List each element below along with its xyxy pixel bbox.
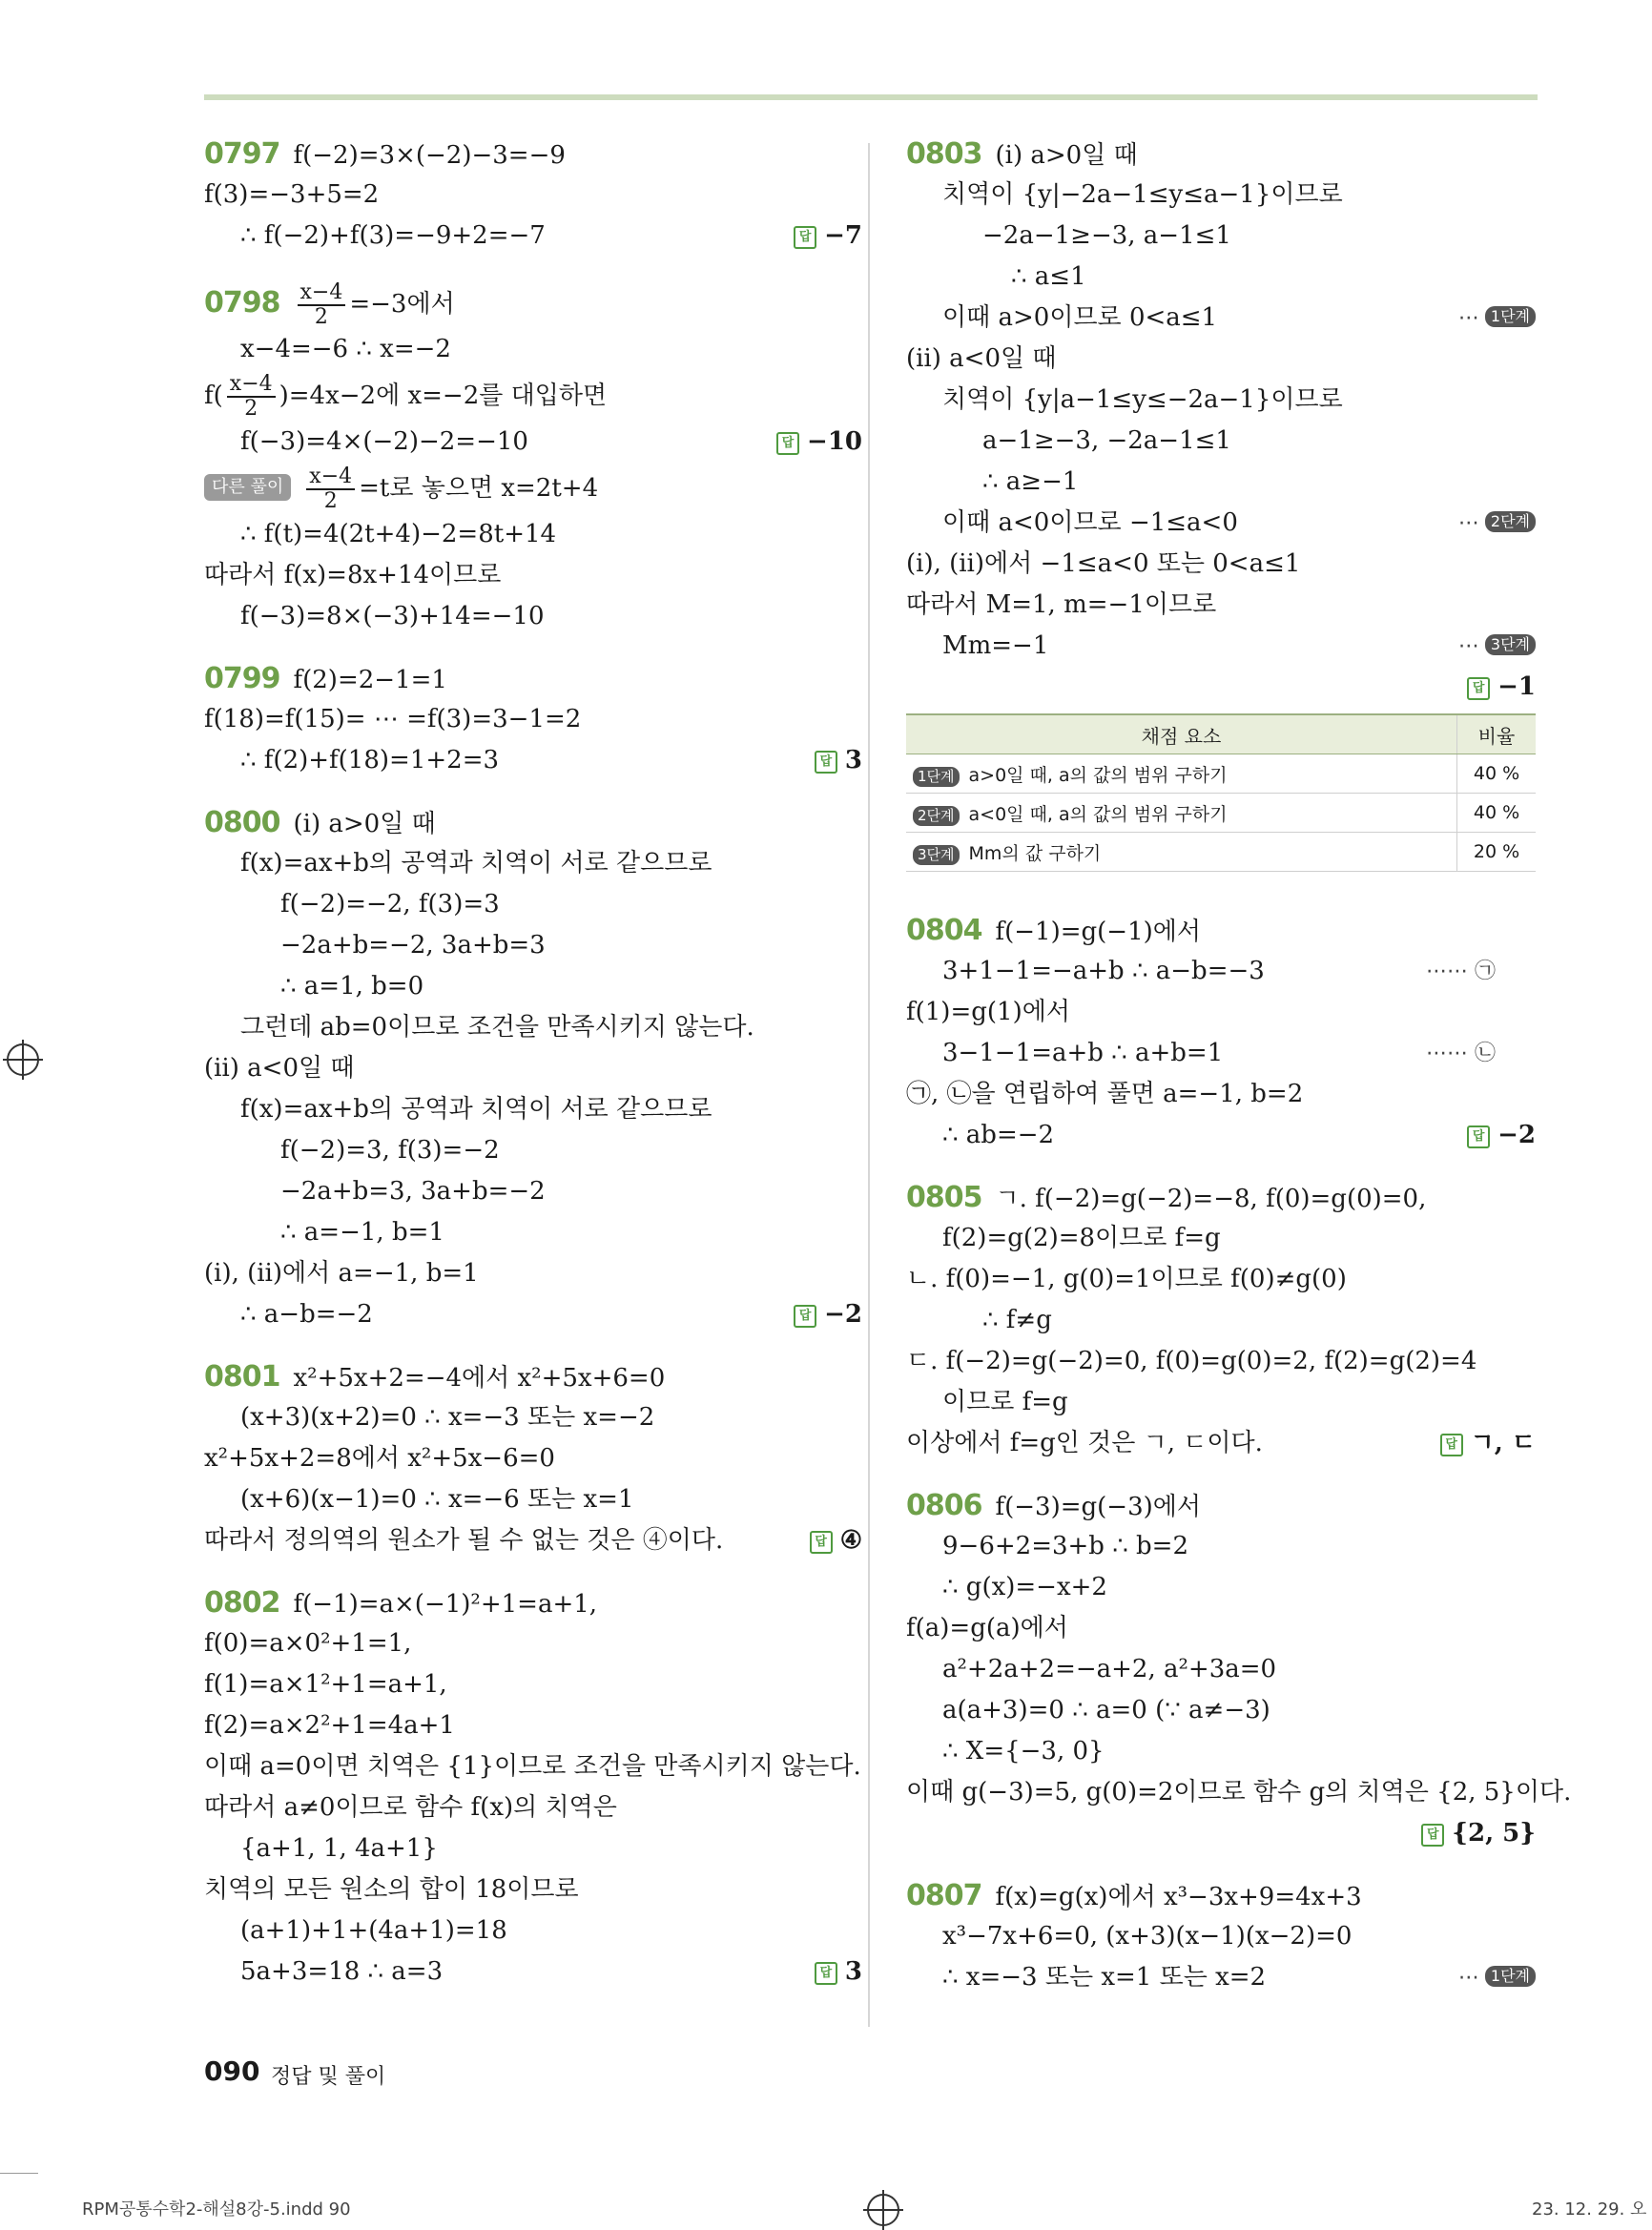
line: (ⅰ) a>0일 때 [293,810,436,838]
problem-number: 0806 [906,1489,982,1522]
line: 3−1−1=a+b ∴ a+b=1 [942,1039,1224,1067]
answer-value: −1 [1497,672,1536,701]
problem-0804 [906,910,1536,1156]
line: f(x)=g(x)에서 x³−3x+9=4x+3 [995,1883,1362,1911]
line: )=4x−2에 x=−2를 대입하면 [279,382,608,410]
line: a²+2a+2=−a+2, a²+3a=0 [942,1655,1277,1683]
answer [776,422,862,463]
line: f(−3)=g(−3)에서 [995,1493,1202,1521]
denominator: 2 [314,305,328,329]
step-dots: ⋯ [1457,634,1479,658]
problem-number: 0802 [204,1586,280,1620]
alt-solution-tag: 다른 풀이 [204,474,291,501]
answer-value: −7 [824,221,862,250]
line: 치역이 {y|−2a−1≤y≤a−1}이므로 [942,180,1343,209]
step-badge: 2단계 [1485,511,1536,532]
denominator: 2 [244,397,258,421]
table-header [906,714,1536,754]
row-ratio: 40 % [1457,754,1537,794]
line: x²+5x+2=−4에서 x²+5x+6=0 [293,1364,666,1393]
problem-0801 [204,1356,862,1561]
line: f(18)=f(15)= ⋯ =f(3)=3−1=2 [204,705,582,733]
header-ratio: 비율 [1457,714,1537,754]
line: 3+1−1=−a+b ∴ a−b=−3 [942,957,1265,985]
answer [1467,1115,1536,1156]
answer-icon: 답 [776,432,799,455]
answer-value: ④ [839,1526,862,1555]
line: −2a+b=−2, 3a+b=3 [280,931,546,960]
answer-icon: 답 [1440,1434,1463,1456]
problem-number: 0799 [204,662,280,695]
answer-icon: 답 [794,1305,816,1328]
print-date: 23. 12. 29. 오 [1532,2199,1647,2220]
step-badge: 3단계 [1485,634,1536,655]
left-column [204,134,862,1993]
line: ∴ a≤1 [1011,262,1086,291]
answer [810,1520,862,1561]
fraction [306,465,355,513]
line: f(2)=g(2)=8이므로 f=g [942,1224,1221,1252]
line: 그런데 ab=0이므로 조건을 만족시키지 않는다. [240,1013,754,1042]
line: ㄴ. f(0)=−1, g(0)=1이므로 f(0)≠g(0) [906,1265,1347,1293]
problem-number: 0801 [204,1360,280,1394]
line: f(−1)=g(−1)에서 [995,918,1202,946]
line: −2a−1≥−3, a−1≤1 [982,221,1231,250]
step-badge: 1단계 [1485,306,1536,327]
page-number: 090 [204,2055,260,2087]
answer-icon: 답 [815,1962,837,1985]
line: 이때 a=0이면 치역은 {1}이므로 조건을 만족시키지 않는다. [204,1752,861,1781]
line: ∴ a=1, b=0 [280,972,424,1001]
problem-0799 [204,658,862,781]
line: a(a+3)=0 ∴ a=0 (∵ a≠−3) [942,1696,1270,1724]
print-file-info: RPM공통수학2-해설8강-5.indd 90 [82,2199,351,2220]
page-label: 정답 및 풀이 [271,2065,386,2089]
line: ㄷ. f(−2)=g(−2)=0, f(0)=g(0)=2, f(2)=g(2)=4 [906,1347,1477,1375]
line: f(−1)=a×(−1)²+1=a+1, [293,1590,598,1619]
line: ∴ a=−1, b=1 [280,1218,444,1247]
line: 따라서 f(x)=8x+14이므로 [204,561,502,589]
line: 이때 a<0이므로 −1≤a<0 [942,508,1238,537]
table-row [906,754,1536,794]
problem-number: 0807 [906,1879,982,1912]
scoring-table [906,713,1536,872]
answer-icon: 답 [1421,1824,1444,1847]
step-badge: 1단계 [913,767,960,787]
problem-0798 [204,278,862,637]
answer-icon: 답 [1467,677,1490,700]
problem-0803 [906,134,1536,872]
line: (a+1)+1+(4a+1)=18 [240,1916,507,1945]
row-ratio: 20 % [1457,833,1537,872]
step-badge: 2단계 [913,806,960,826]
step-dots: ⋯ [1457,1966,1479,1990]
step-marker [1458,298,1536,339]
problem-0802 [204,1582,862,1993]
column-divider [868,143,870,2027]
line: ∴ ab=−2 [942,1121,1055,1149]
answer-icon: 답 [815,751,837,774]
row-text: a>0일 때, a의 값의 범위 구하기 [968,764,1228,786]
line: 5a+3=18 ∴ a=3 [240,1957,444,1986]
line: x³−7x+6=0, (x+3)(x−1)(x−2)=0 [942,1922,1353,1951]
registration-mark-icon [867,2194,899,2226]
line: ∴ a≥−1 [982,467,1079,496]
numerator: x−4 [227,373,276,398]
line: Mm=−1 [942,631,1049,660]
line: ∴ f(2)+f(18)=1+2=3 [240,746,500,774]
fraction [227,373,276,421]
line: ∴ g(x)=−x+2 [942,1573,1107,1601]
line: 치역의 모든 원소의 합이 18이므로 [204,1875,579,1904]
line: (ⅰ) a>0일 때 [995,141,1138,170]
numerator: x−4 [306,465,355,490]
answer-value: 3 [844,746,862,774]
line: f(x)=ax+b의 공역과 치역이 서로 같으므로 [240,849,712,878]
problem-number: 0803 [906,137,982,171]
table-row [906,794,1536,833]
answer [815,1951,862,1993]
line: (ⅱ) a<0일 때 [204,1054,355,1083]
crop-mark [0,2173,38,2174]
answer [1467,667,1536,708]
problem-number: 0798 [204,286,280,320]
line: =−3에서 [349,290,455,319]
line: 이므로 f=g [942,1388,1068,1416]
step-dots: ⋯ [1457,306,1479,330]
line: f(2)=a×2²+1=4a+1 [204,1711,455,1740]
answer [794,216,862,257]
answer-value: −2 [1497,1121,1536,1149]
line: f(−2)=−2, f(3)=3 [280,890,500,919]
numerator: x−4 [298,281,346,306]
equation-marker: ⋯⋯ ㉡ [1426,1042,1496,1065]
problem-0797 [204,134,862,257]
fraction [298,281,346,329]
step-marker [1458,503,1536,544]
line: f(a)=g(a)에서 [906,1614,1068,1642]
problem-0805 [906,1177,1536,1464]
line: 이때 a>0이므로 0<a≤1 [942,303,1218,332]
line: f(0)=a×0²+1=1, [204,1629,412,1658]
header-criteria: 채점 요소 [906,714,1457,754]
problem-0806 [906,1485,1572,1854]
step-marker [1458,626,1536,667]
line: f(−3)=8×(−3)+14=−10 [240,602,545,630]
line: 9−6+2=3+b ∴ b=2 [942,1532,1188,1560]
line: ∴ f(t)=4(2t+4)−2=8t+14 [240,520,557,548]
line: f( [204,382,223,410]
line: (ⅱ) a<0일 때 [906,344,1057,373]
line: ㄱ. f(−2)=g(−2)=−8, f(0)=g(0)=0, [995,1185,1427,1213]
equation-marker: ⋯⋯ ㉠ [1426,960,1496,983]
answer-value: −2 [824,1300,862,1329]
line: {a+1, 1, 4a+1} [240,1834,438,1863]
line: (ⅰ), (ⅱ)에서 −1≤a<0 또는 0<a≤1 [906,549,1301,578]
answer [815,740,862,781]
problem-number: 0797 [204,137,280,171]
line: ∴ X={−3, 0} [942,1737,1105,1765]
answer-value: 3 [844,1957,862,1986]
answer-value: {2, 5} [1452,1819,1536,1848]
line: ∴ a−b=−2 [240,1300,373,1329]
line: f(x)=ax+b의 공역과 치역이 서로 같으므로 [240,1095,712,1124]
line: 따라서 M=1, m=−1이므로 [906,590,1217,619]
answer [1421,1813,1536,1854]
answer [794,1294,862,1335]
problem-number: 0805 [906,1181,982,1214]
line: 치역이 {y|a−1≤y≤−2a−1}이므로 [942,385,1343,414]
line: f(−2)=3, f(3)=−2 [280,1136,500,1165]
row-text: a<0일 때, a의 값의 범위 구하기 [968,803,1228,825]
step-marker [1458,1957,1536,1998]
line: =t로 놓으면 x=2t+4 [359,474,599,503]
row-ratio: 40 % [1457,794,1537,833]
step-badge: 1단계 [1485,1966,1536,1987]
denominator: 2 [323,489,338,513]
registration-mark-icon [7,1043,39,1076]
line: f(1)=g(1)에서 [906,998,1070,1026]
answer-icon: 답 [1467,1125,1490,1148]
answer [1440,1423,1536,1464]
line: 이때 g(−3)=5, g(0)=2이므로 함수 g의 치역은 {2, 5}이다. [906,1778,1572,1807]
problem-number: 0800 [204,806,280,839]
answer-icon: 답 [794,226,816,249]
line: f(−2)=3×(−2)−3=−9 [293,141,566,170]
problem-0800 [204,802,862,1335]
line: a−1≥−3, −2a−1≤1 [982,426,1231,455]
step-badge: 3단계 [913,845,960,865]
line: 따라서 정의역의 원소가 될 수 없는 것은 ④이다. [204,1526,724,1555]
line: ㉠, ㉡을 연립하여 풀면 a=−1, b=2 [906,1080,1304,1108]
step-dots: ⋯ [1457,511,1479,535]
problem-number: 0804 [906,914,982,947]
answer-value: −10 [807,427,862,456]
line: f(3)=−3+5=2 [204,180,380,209]
line: (ⅰ), (ⅱ)에서 a=−1, b=1 [204,1259,479,1288]
line: 따라서 a≠0이므로 함수 f(x)의 치역은 [204,1793,617,1822]
line: ∴ x=−3 또는 x=1 또는 x=2 [942,1963,1267,1992]
line: f(2)=2−1=1 [293,666,447,694]
answer-value: ㄱ, ㄷ [1470,1429,1536,1457]
table-row [906,833,1536,872]
top-rule [204,94,1538,100]
line: ∴ f(−2)+f(3)=−9+2=−7 [240,221,546,250]
problem-0807 [906,1875,1536,1998]
line: f(1)=a×1²+1=a+1, [204,1670,447,1699]
line: f(−3)=4×(−2)−2=−10 [240,427,528,456]
line: (x+3)(x+2)=0 ∴ x=−3 또는 x=−2 [240,1403,655,1432]
line: x−4=−6 ∴ x=−2 [240,335,451,363]
line: 이상에서 f=g인 것은 ㄱ, ㄷ이다. [906,1429,1263,1457]
line: ∴ f≠g [982,1306,1052,1334]
row-text: Mm의 값 구하기 [968,842,1102,864]
line: x²+5x+2=8에서 x²+5x−6=0 [204,1444,555,1473]
line: (x+6)(x−1)=0 ∴ x=−6 또는 x=1 [240,1485,634,1514]
answer-icon: 답 [810,1531,833,1554]
line: −2a+b=3, 3a+b=−2 [280,1177,546,1206]
right-column [906,134,1572,1998]
